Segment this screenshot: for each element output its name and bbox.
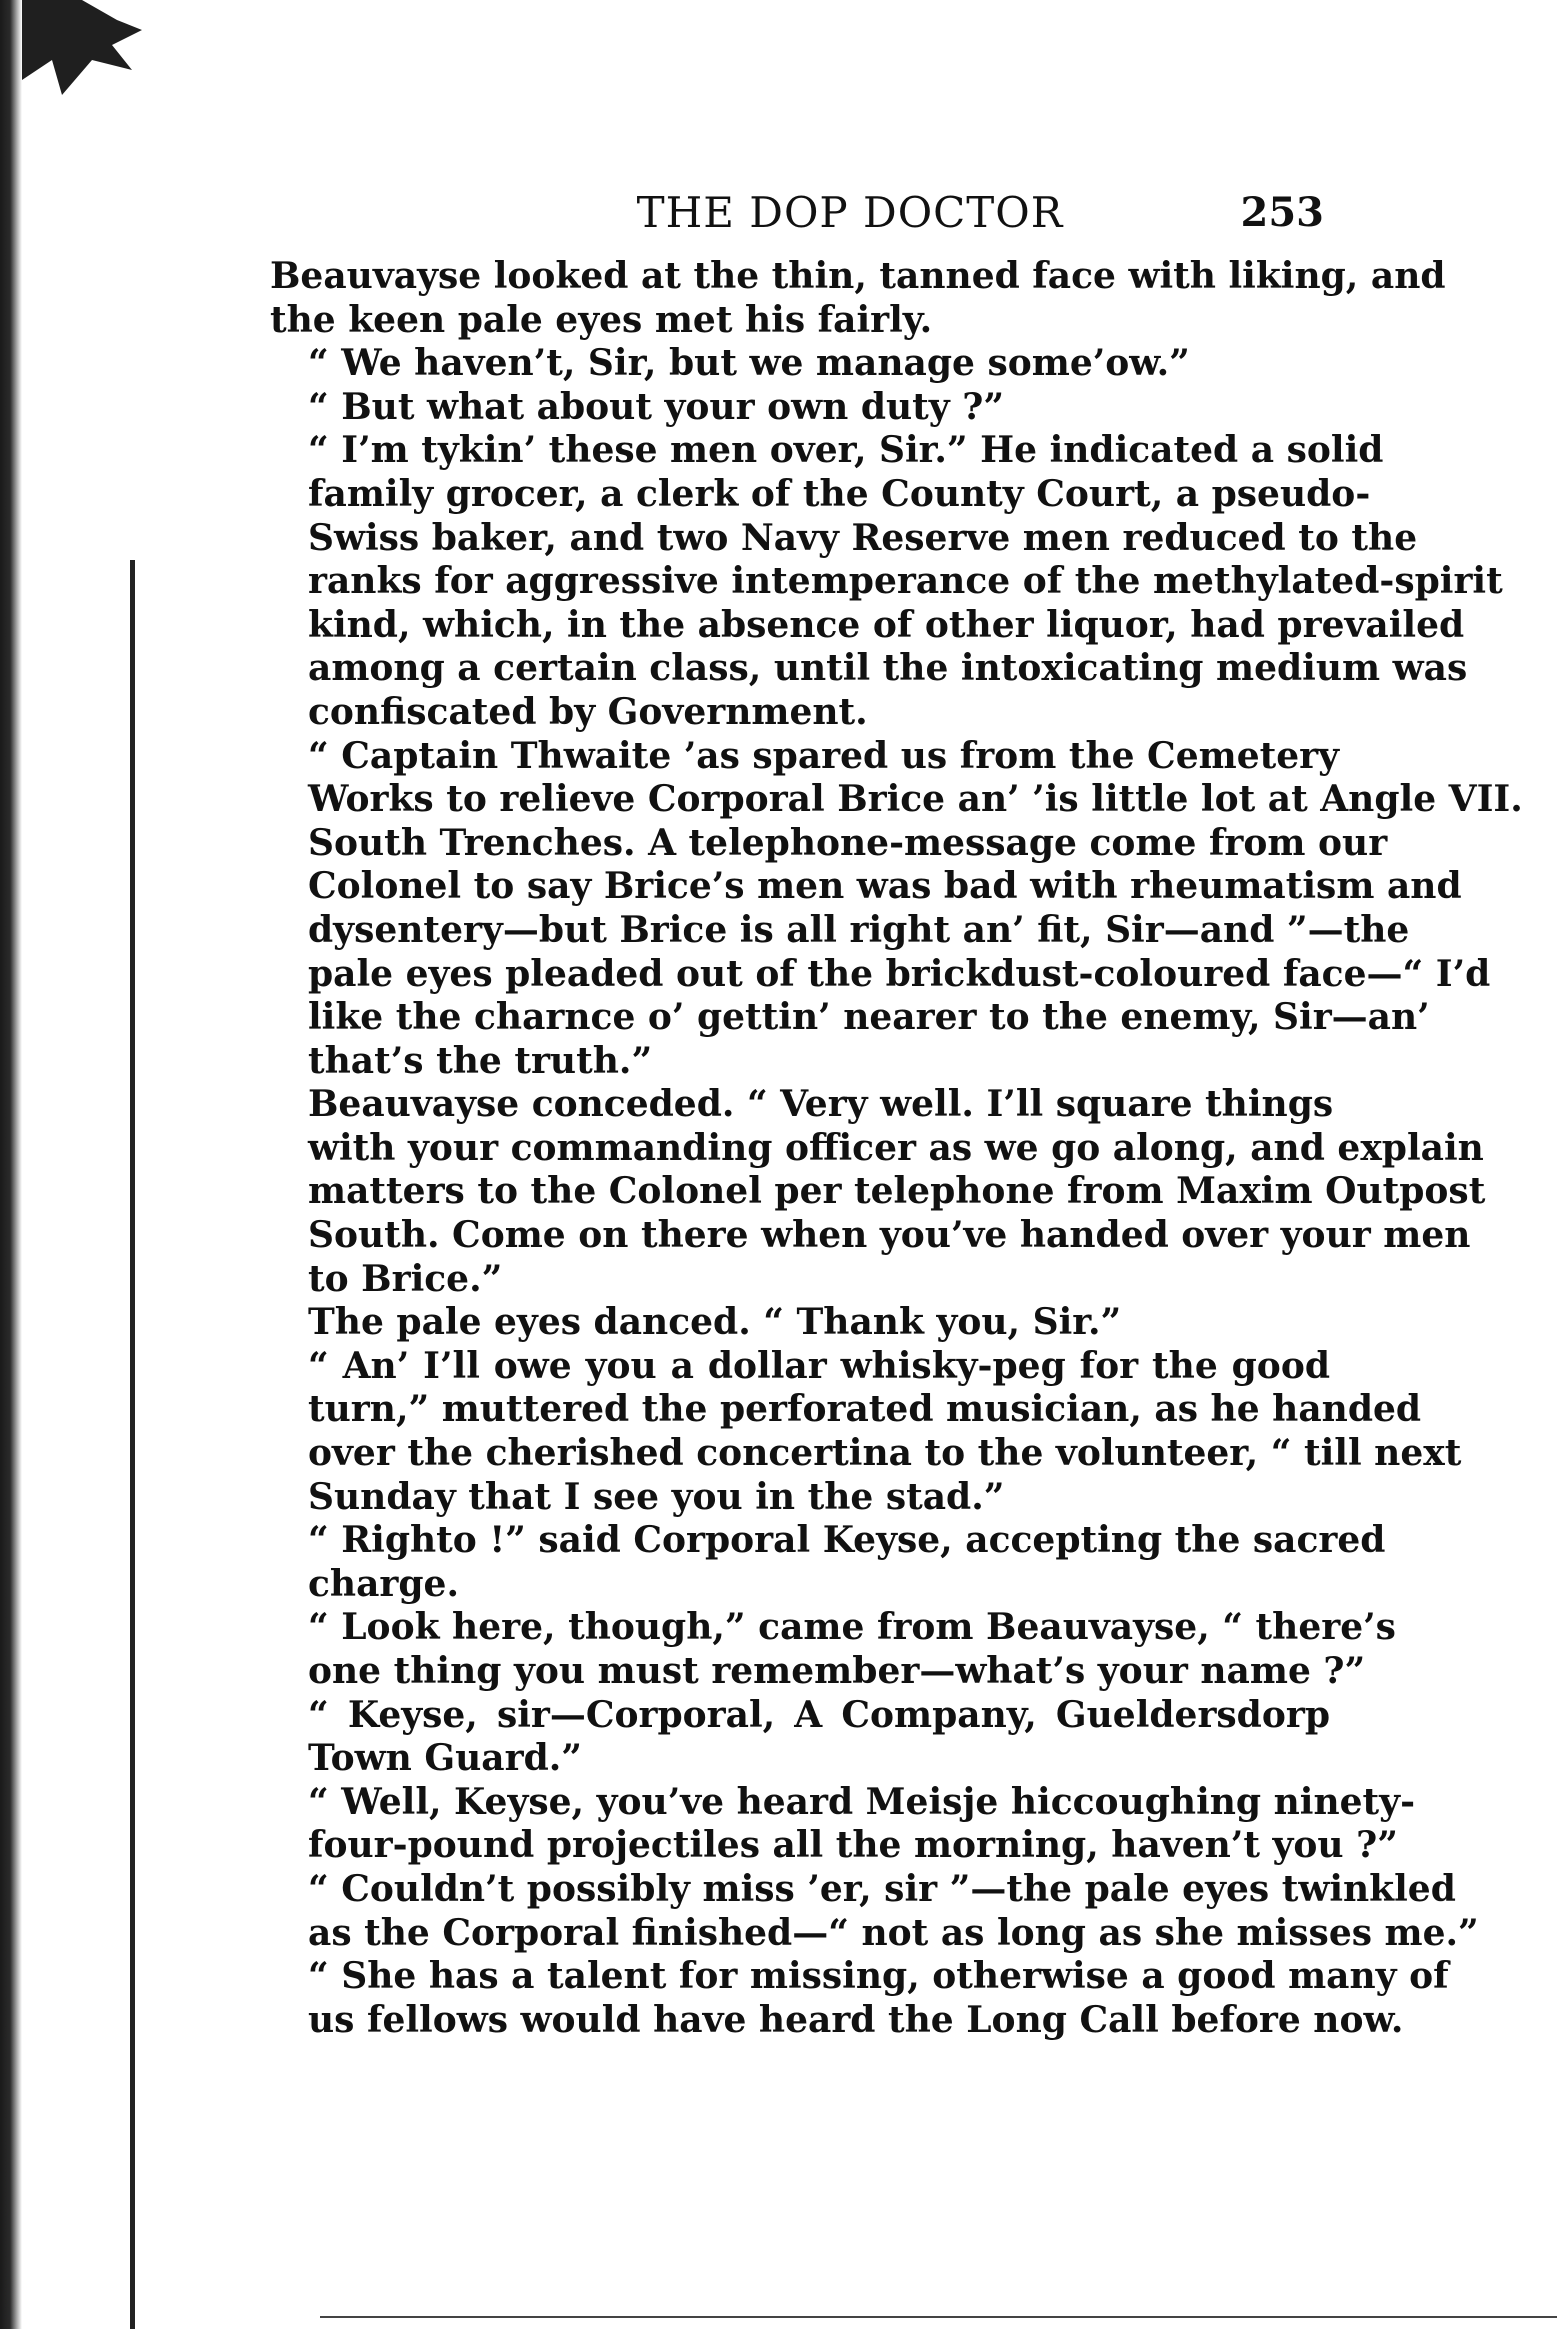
running-title: THE DOP DOCTOR xyxy=(636,188,1064,237)
bottom-page-edge xyxy=(320,2316,1557,2318)
paragraph xyxy=(270,386,1330,430)
paragraph xyxy=(270,1955,1449,2042)
text-line: “ Keyse, sir—Corporal, A Company, Gueldersdorp xyxy=(308,1693,1330,1736)
text-line: Town Guard.” xyxy=(308,1737,582,1780)
text-line: that’s the truth.” xyxy=(308,1039,653,1082)
text-line: pale eyes pleaded out of the brickdust-coloured face—“ I’d xyxy=(308,952,1491,995)
paragraph xyxy=(270,1083,1486,1301)
text-line: family grocer, a clerk of the County Court, a pseudo- xyxy=(308,472,1371,515)
text-line: four-pound projectiles all the morning, haven’t you ?” xyxy=(308,1824,1398,1867)
text-line: turn,” muttered the perforated musician, as he handed xyxy=(308,1388,1422,1431)
text-line: as the Corporal finished—“ not as long as she misses me.” xyxy=(308,1911,1479,1954)
text-line: Colonel to say Brice’s men was bad with rheumatism and xyxy=(308,865,1462,908)
paragraph xyxy=(270,342,1330,386)
page-edge-line xyxy=(130,560,135,2329)
page-header xyxy=(270,183,1330,243)
text-line: Swiss baker, and two Navy Reserve men reduced to the xyxy=(308,516,1418,559)
text-line: Works to relieve Corporal Brice an’ ’is little lot at Angle VII. xyxy=(308,778,1523,821)
paragraph xyxy=(270,429,1503,734)
text-line: confiscated by Government. xyxy=(308,690,868,733)
text-line: “ Captain Thwaite ’as spared us from the Cemetery xyxy=(308,734,1340,777)
text-line: ranks for aggressive intemperance of the methylated-spirit xyxy=(308,560,1503,603)
body-text xyxy=(270,255,1523,2042)
paragraph xyxy=(270,734,1523,1084)
text-line: The pale eyes danced. “ Thank you, Sir.” xyxy=(308,1301,1122,1344)
paragraph xyxy=(270,1301,1330,1345)
text-line: the keen pale eyes met his fairly. xyxy=(270,298,933,341)
paragraph xyxy=(270,1519,1386,1606)
paragraph xyxy=(270,255,1446,342)
text-line: “ Look here, though,” came from Beauvayse, “ there’s xyxy=(308,1606,1396,1649)
text-line: like the charnce o’ gettin’ nearer to the enemy, Sir—an’ xyxy=(308,996,1430,1039)
text-line: among a certain class, until the intoxicating medium was xyxy=(308,647,1468,690)
text-line: Beauvayse looked at the thin, tanned face with liking, and xyxy=(270,255,1446,297)
binding-gutter xyxy=(0,0,22,2329)
text-line: kind, which, in the absence of other liquor, had prevailed xyxy=(308,603,1465,646)
text-line: “ I’m tykin’ these men over, Sir.” He indicated a solid xyxy=(308,429,1384,472)
text-line: “ Well, Keyse, you’ve heard Meisje hiccoughing ninety- xyxy=(308,1780,1416,1823)
paragraph xyxy=(270,1344,1462,1519)
text-line: “ An’ I’ll owe you a dollar whisky-peg for the good xyxy=(308,1344,1330,1387)
text-line: South Trenches. A telephone-message come from our xyxy=(308,821,1388,864)
paragraph xyxy=(270,1606,1396,1693)
text-line: dysentery—but Brice is all right an’ fit, Sir—and ”—the xyxy=(308,908,1410,951)
text-line: “ She has a talent for missing, otherwise a good many of xyxy=(308,1955,1449,1998)
paragraph xyxy=(270,1780,1416,1868)
text-line: over the cherished concertina to the volunteer, “ till next xyxy=(308,1432,1462,1475)
text-line: South. Come on there when you’ve handed over your men xyxy=(308,1214,1471,1257)
paragraph xyxy=(270,1694,1330,1781)
text-line: matters to the Colonel per telephone from Maxim Outpost xyxy=(308,1170,1486,1213)
binding-fray xyxy=(22,0,192,95)
page-number: 253 xyxy=(1240,189,1324,236)
text-line: “ But what about your own duty ?” xyxy=(308,385,1005,428)
text-line: us fellows would have heard the Long Call before now. xyxy=(308,1998,1404,2041)
text-line: one thing you must remember—what’s your name ?” xyxy=(308,1650,1366,1692)
text-line: charge. xyxy=(308,1562,459,1605)
text-line: to Brice.” xyxy=(308,1257,503,1300)
text-line: “ Couldn’t possibly miss ’er, sir ”—the pale eyes twinkled xyxy=(308,1867,1456,1910)
text-line: Sunday that I see you in the stad.” xyxy=(308,1475,1005,1518)
text-line: Beauvayse conceded. “ Very well. I’ll square things xyxy=(308,1083,1334,1126)
text-line: with your commanding officer as we go along, and explain xyxy=(308,1126,1484,1169)
paragraph xyxy=(270,1867,1479,1955)
text-line: “ We haven’t, Sir, but we manage some’ow.” xyxy=(308,342,1190,385)
text-line: “ Righto !” said Corporal Keyse, accepting the sacred xyxy=(308,1519,1386,1562)
